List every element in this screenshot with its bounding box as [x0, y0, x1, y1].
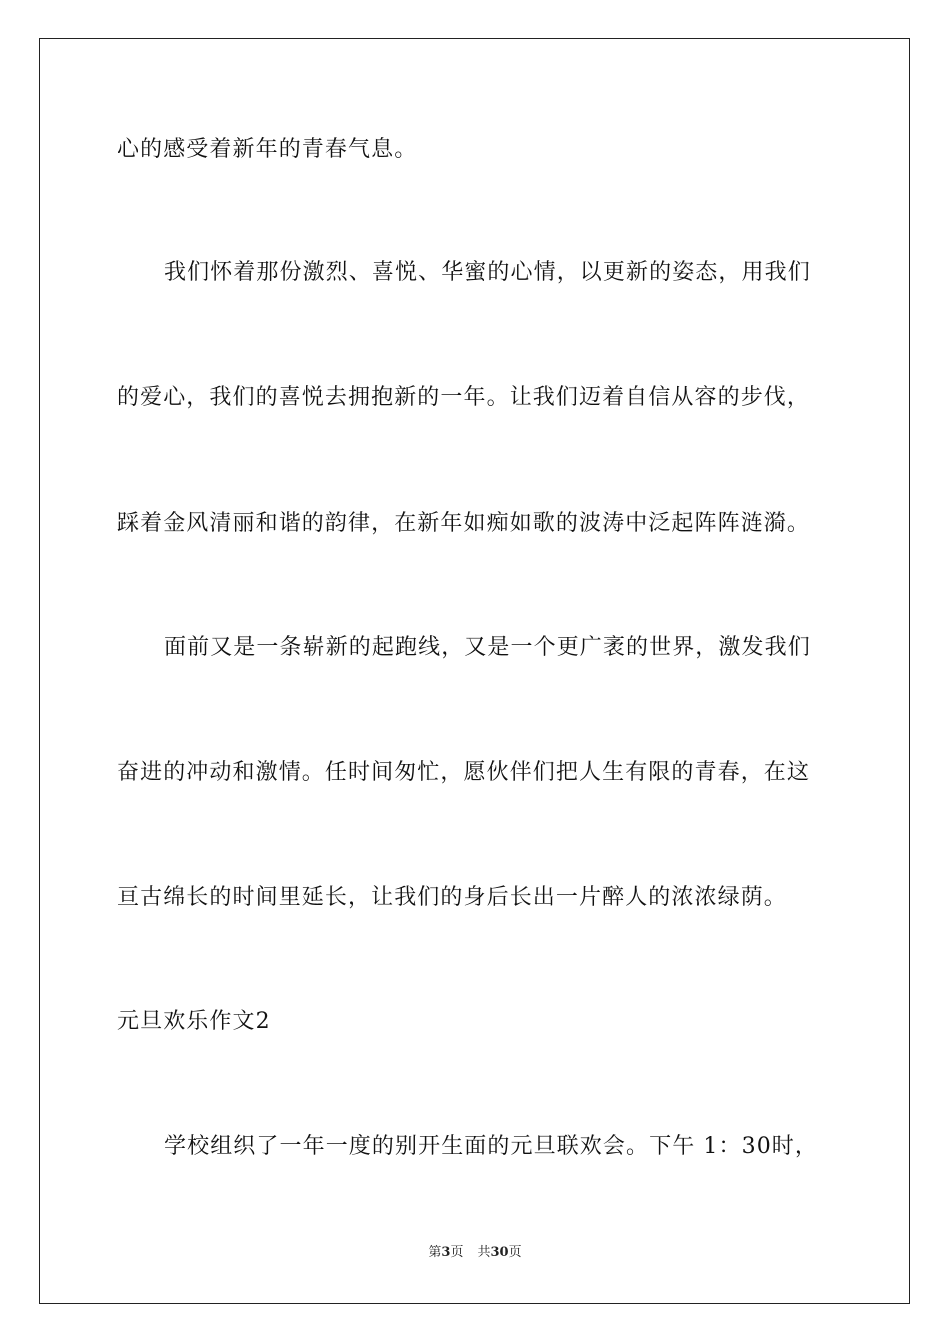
page-label-prefix: 第: [428, 1245, 442, 1260]
text-line: 奋进的冲动和激情。任时间匆忙，愿伙伴们把人生有限的青春，在这: [117, 760, 811, 785]
page-label-suffix: 页: [450, 1245, 464, 1260]
text-line: 亘古绵长的时间里延长，让我们的身后长出一片醉人的浓浓绿荫。: [117, 885, 787, 910]
page-border: [39, 38, 910, 1304]
text-line: 的爱心，我们的喜悦去拥抱新的一年。让我们迈着自信从容的步伐，: [117, 385, 811, 410]
page-footer: [0, 1245, 950, 1261]
page-number: 3: [441, 1245, 451, 1260]
total-label-prefix: 共: [477, 1245, 491, 1260]
paragraph-start-line: 面前又是一条崭新的起跑线，又是一个更广袤的世界，激发我们: [164, 635, 811, 660]
text-line: 心的感受着新年的青春气息。: [117, 137, 418, 162]
section-heading: 元旦欢乐作文2: [117, 1009, 271, 1034]
paragraph-start-line: 我们怀着那份激烈、喜悦、华蜜的心情，以更新的姿态，用我们: [164, 260, 811, 285]
total-pages: 30: [490, 1245, 509, 1260]
paragraph-start-line: 学校组织了一年一度的别开生面的元旦联欢会。下午 1：30时，: [164, 1134, 818, 1159]
total-label-suffix: 页: [508, 1245, 522, 1260]
text-line: 踩着金风清丽和谐的韵律，在新年如痴如歌的波涛中泛起阵阵涟漪。: [117, 511, 811, 536]
